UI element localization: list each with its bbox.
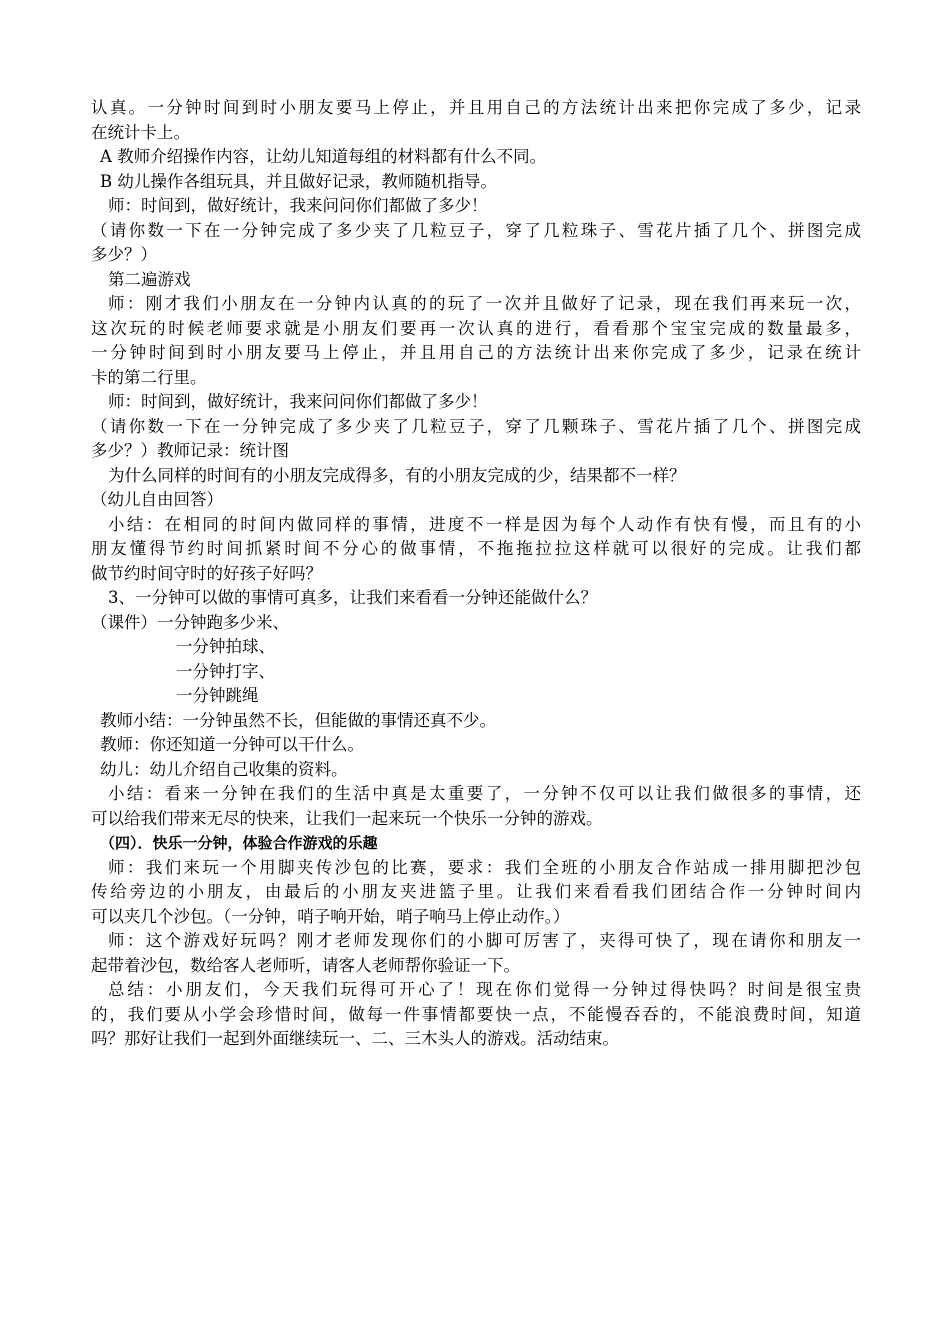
- text-line: 幼儿：幼儿介绍自己收集的资料。: [100, 759, 348, 779]
- text-line: 一分钟拍球、: [176, 637, 275, 656]
- text-line: 多少？）教师记录：统计图: [91, 441, 289, 460]
- text-line: 一分钟打字、: [176, 661, 275, 681]
- text-line: 一分钟时间到时小朋友要马上停止，并且用自己的方法统计出来你完成了多少，记录在统计: [91, 343, 861, 362]
- text-line: 做节约时间守时的好孩子好吗？: [91, 563, 322, 583]
- text-line: 认真。一分钟时间到时小朋友要马上停止，并且用自己的方法统计出来把你完成了多少，记录: [91, 98, 861, 117]
- text-line: 师：我们来玩一个用脚夹传沙包的比赛，要求：我们全班的小朋友合作站成一排用脚把沙包: [108, 857, 861, 877]
- text-line: 教师小结：一分钟虽然不长，但能做的事情还真不少。: [100, 710, 496, 730]
- text-line: 总结：小朋友们，今天我们玩得可开心了！现在你们觉得一分钟过得快吗？时间是很宝贵: [108, 980, 861, 999]
- text-line: 在统计卡上。: [91, 122, 190, 142]
- text-line: 这次玩的时候老师要求就是小朋友们要再一次认真的进行，看看那个宝宝完成的数量最多，: [91, 318, 861, 338]
- text-line: （幼儿自由回答）: [91, 490, 223, 509]
- text-line: 师：时间到，做好统计，我来问问你们都做了多少！: [108, 392, 488, 411]
- text-line: 可以给我们带来无尽的快来，让我们一起来玩一个快乐一分钟的游戏。: [91, 808, 603, 828]
- section-heading: （四）．快乐一分钟，体验合作游戏的乐趣: [100, 834, 378, 852]
- text-line: 的，我们要从小学会珍惜时间，做每一件事情都要快一点，不能慢吞吞的，不能浪费时间，知道: [91, 1004, 861, 1024]
- text-line: 师：这个游戏好玩吗？刚才老师发现你们的小脚可厉害了，夹得可快了，现在请你和朋友一: [108, 931, 861, 950]
- text-line: （课件）一分钟跑多少米、: [91, 612, 289, 632]
- text-line: 师：刚才我们小朋友在一分钟内认真的的玩了一次并且做好了记录，现在我们再来玩一次，: [108, 294, 861, 313]
- text-line: B 幼儿操作各组玩具，并且做好记录，教师随机指导。: [100, 171, 497, 191]
- text-line: 第二遍游戏: [108, 269, 191, 289]
- text-line: A 教师介绍操作内容，让幼儿知道每组的材料都有什么不同。: [100, 147, 547, 166]
- text-line: 小结：在相同的时间内做同样的事情，进度不一样是因为每个人动作有快有慢，而且有的小: [108, 514, 861, 534]
- text-line: 小结：看来一分钟在我们的生活中真是太重要了，一分钟不仅可以让我们做很多的事情，还: [108, 784, 861, 803]
- text-line: 卡的第二行里。: [91, 367, 207, 387]
- text-line: 教师：你还知道一分钟可以干什么。: [100, 735, 364, 754]
- text-line: 一分钟跳绳: [176, 686, 259, 705]
- text-line: 传给旁边的小朋友，由最后的小朋友夹进篮子里。让我们来看看我们团结合作一分钟时间内: [91, 882, 861, 901]
- text-line: 起带着沙包，数给客人老师听，请客人老师帮你验证一下。: [91, 955, 520, 975]
- text-line: 为什么同样的时间有的小朋友完成得多，有的小朋友完成的少，结果都不一样？: [108, 465, 686, 485]
- text-line: （请你数一下在一分钟完成了多少夹了几粒豆子，穿了几粒珠子、雪花片插了几个、拼图完成: [91, 220, 861, 240]
- text-line: 师：时间到，做好统计，我来问问你们都做了多少！: [108, 196, 488, 215]
- text-line: （请你数一下在一分钟完成了多少夹了几粒豆子，穿了几颗珠子、雪花片插了几个、拼图完成: [91, 416, 861, 436]
- text-line: 吗？那好让我们一起到外面继续玩一、二、三木头人的游戏。活动结束。: [91, 1029, 619, 1048]
- document-page: [91, 96, 861, 1052]
- text-line: 多少？）: [91, 245, 157, 264]
- text-line: 可以夹几个沙包。（一分钟，哨子响开始，哨子响马上停止动作。）: [91, 906, 570, 926]
- text-line: 朋友懂得节约时间抓紧时间不分心的做事情，不拖拖拉拉这样就可以很好的完成。让我们都: [91, 539, 861, 558]
- text-line: 3、一分钟可以做的事情可真多，让我们来看看一分钟还能做什么？: [108, 588, 597, 607]
